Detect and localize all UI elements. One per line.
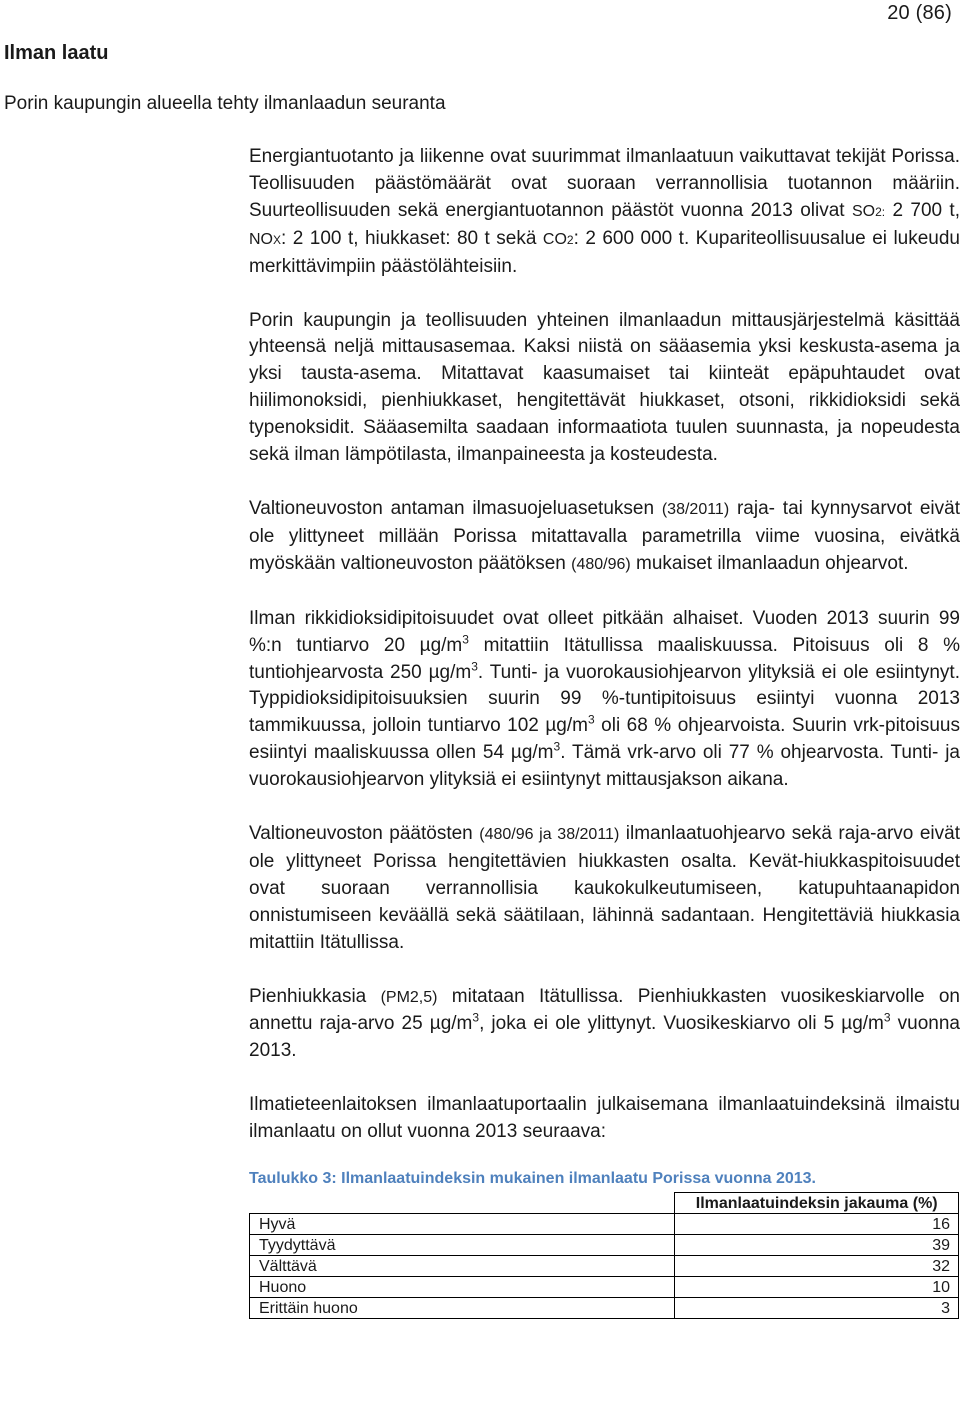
table-cell-value: 39	[675, 1235, 959, 1256]
text-run: Energiantuotanto ja liikenne ovat suurimmat ilmanlaatuun vaikuttavat tekijät Porissa. Teollisuuden päästömäärät ovat suoraan verrannollisia tuotannon määriin. Suurteollisuuden sekä energiantuotannon päästöt vuonna 2013 olivat	[249, 146, 960, 221]
paragraph-inhalable-particles	[249, 821, 960, 957]
text-run: vuonna 2013.	[249, 1013, 960, 1062]
text-run: mitattiin Itätullissa maaliskuussa. Pitoisuus oli 8 % tuntiohjearvosta 250 µg/m	[249, 634, 960, 683]
table-cell-class: Välttävä	[250, 1256, 675, 1277]
superscript: 3	[471, 659, 478, 674]
paragraph-regulations	[249, 496, 960, 579]
text-run: : 2 600 000 t. Kupariteollisuusalue ei lukeudu merkittävimpiin päästölähteisiin.	[249, 227, 960, 277]
table-row	[250, 1256, 959, 1277]
regulation-reference: (480/96)	[571, 555, 631, 573]
table-cell-value: 3	[675, 1298, 959, 1319]
table-row	[250, 1277, 959, 1298]
superscript: 3	[462, 632, 469, 647]
table-header-row	[250, 1193, 959, 1214]
air-quality-index-table	[249, 1192, 959, 1319]
table-row	[250, 1298, 959, 1319]
section-title: Ilman laatu	[4, 42, 109, 64]
table-row	[250, 1214, 959, 1235]
so2-subscript: 2:	[875, 204, 886, 219]
text-run: . Tämä vrk-arvo oli 77 % ohjearvosta. Tunti- ja vuorokausiohjearvon ylityksiä ei esiintynyt mittausjakson aikana.	[249, 742, 960, 791]
co2-subscript: 2	[566, 232, 574, 247]
text-run: ilmanlaatuohjearvo sekä raja-arvo eivät ole ylittyneet Porissa hengitettävien hiukkasten osalta. Kevät-hiukkaspitoisuudet ovat suoraan verrannollisia kaukokulkeutumiseen, katupuhtaanapidon onnistumiseen keväällä sekä säätilaan, lähinnä sadantaan. Hengitettäviä hiukkasia mitattiin Itätullissa.	[249, 823, 960, 953]
text-run: , joka ei ole ylittynyt. Vuosikeskiarvo oli 5 µg/m	[479, 1013, 884, 1035]
text-run: Ilman rikkidioksidipitoisuudet ovat olleet pitkään alhaiset. Vuoden 2013 suurin 99 %:n tuntiarvo 20 µg/m	[249, 607, 960, 656]
table-cell-class: Hyvä	[250, 1214, 675, 1235]
paragraph-sulfur-nitrogen	[249, 606, 960, 794]
pm25-reference: (PM2,5)	[380, 988, 438, 1006]
text-run: 2 700 t,	[885, 199, 960, 221]
text-run: Valtioneuvoston antaman ilmasuojeluasetuksen	[249, 497, 662, 519]
table-cell-value: 10	[675, 1277, 959, 1298]
section-subtitle: Porin kaupungin alueella tehty ilmanlaadun seuranta	[4, 93, 446, 114]
superscript: 3	[587, 712, 595, 727]
so2-label: SO	[851, 202, 876, 220]
regulation-reference: (480/96 ja 38/2011)	[479, 826, 620, 844]
page-number: 20 (86)	[887, 2, 952, 24]
body-column	[249, 144, 960, 1319]
table-cell-value: 16	[675, 1214, 959, 1235]
table-header-blank	[250, 1193, 675, 1214]
table-header-distribution: Ilmanlaatuindeksin jakauma (%)	[675, 1193, 959, 1214]
paragraph-emissions	[249, 144, 960, 281]
text-run: Valtioneuvoston päätösten	[249, 823, 480, 845]
table-cell-class: Erittäin huono	[250, 1298, 675, 1319]
text-run: raja- tai kynnysarvot eivät ole ylittyneet millään Porissa mitattavalla parametrilla viime vuosina, eivätkä myöskään valtioneuvoston päätöksen	[249, 497, 960, 574]
table-cell-class: Tyydyttävä	[250, 1235, 675, 1256]
paragraph-measurement-system: Porin kaupungin ja teollisuuden yhteinen ilmanlaadun mittausjärjestelmä käsittää yhteensä neljä mittausasemaa. Kaksi niistä on sääasemia yksi keskusta-asema ja yksi tausta-asema. Mitattavat kaasumaiset tai kiinteät epäpuhtaudet ovat hiilimonoksidi, pienhiukkaset, hengitettävät hiukkaset, otsoni, rikkidioksidi sekä typenoksidit. Sääasemilta saadaan informaatiota tuulen suunnasta, ja nopeudesta sekä ilman lämpötilasta, ilmanpaineesta ja kosteudesta.	[249, 309, 960, 466]
table-cell-value: 32	[675, 1256, 959, 1277]
text-run: oli 68 % ohjearvoista. Suurin vrk-pitoisuus esiintyi maaliskuussa ollen 54 µg/m	[249, 715, 960, 764]
text-run: Pienhiukkasia	[249, 985, 381, 1007]
text-run: . Tunti- ja vuorokausiohjearvon ylityksiä ei ole esiintynyt. Typpidioksidipitoisuuksien suurin 99 %-tuntipitoisuus esiintyi vuonna 2013 tammikuussa, jolloin tuntiarvo 102 µg/m	[249, 661, 960, 737]
text-run: mukaiset ilmanlaadun ohjearvot.	[630, 552, 909, 574]
text-run: : 2 100 t, hiukkaset: 80 t sekä	[281, 227, 543, 249]
table-row	[250, 1235, 959, 1256]
nox-subscript: X	[273, 232, 282, 247]
co2-label: CO	[542, 230, 567, 248]
superscript: 3	[883, 1011, 891, 1026]
table-cell-class: Huono	[250, 1277, 675, 1298]
nox-label: NO	[249, 230, 273, 248]
text-run: mitataan Itätullissa. Pienhiukkasten vuosikeskiarvolle on annettu raja-arvo 25 µg/m	[249, 985, 960, 1035]
paragraph-fine-particles	[249, 984, 960, 1066]
superscript: 3	[553, 739, 561, 754]
regulation-reference: (38/2011)	[661, 500, 730, 518]
table-caption: Taulukko 3: Ilmanlaatuindeksin mukainen ilmanlaatu Porissa vuonna 2013.	[249, 1170, 816, 1188]
superscript: 3	[472, 1011, 480, 1026]
paragraph-air-quality-index: Ilmatieteenlaitoksen ilmanlaatuportaalin julkaisemana ilmanlaatuindeksinä ilmaistu ilmanlaatu on ollut vuonna 2013 seuraava:	[249, 1094, 960, 1143]
